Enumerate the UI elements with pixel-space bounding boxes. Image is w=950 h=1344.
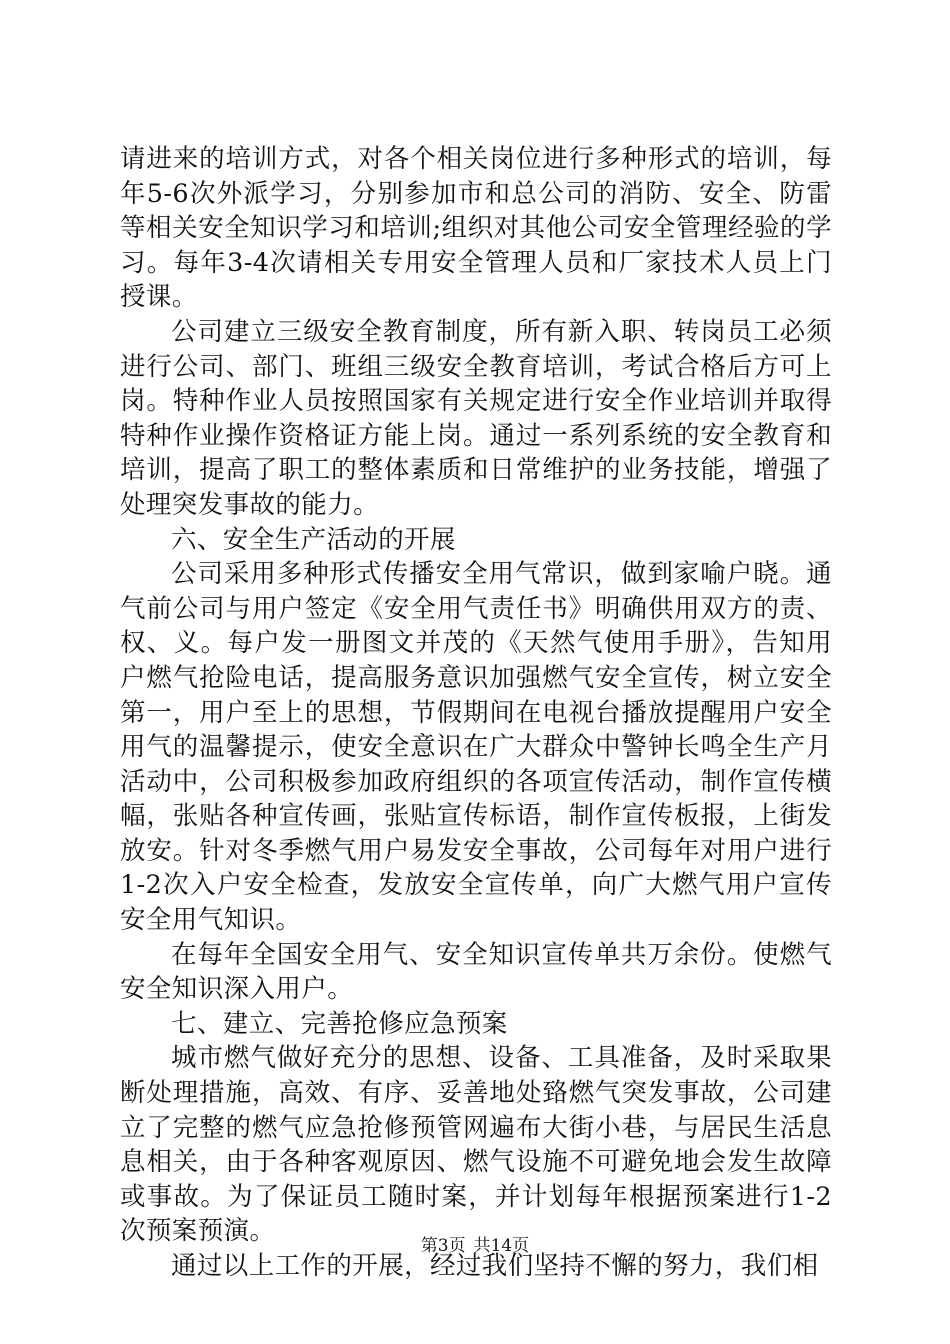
paragraph-safety-education: 公司建立三级安全教育制度，所有新入职、转岗员工必须进行公司、部门、班组三级安全教育培训，考试合格后方可上岗。特种作业人员按照国家有关规定进行安全作业培训并取得特种作业操作资格证方能上岗。通过一系列系统的安全教育和培训，提高了职工的整体素质和日常维护的业务技能，增强了处理突发事故的能力。 [120, 316, 832, 520]
paragraph-training-methods: 请进来的培训方式，对各个相关岗位进行多种形式的培训，每年5-6次外派学习，分别参加市和总公司的消防、安全、防雷等相关安全知识学习和培训;组织对其他公司安全管理经验的学习。每年3-4次请相关专用安全管理人员和厂家技术人员上门授课。 [120, 144, 832, 313]
paragraph-safety-promotion: 公司采用多种形式传播安全用气常识，做到家喻户晓。通气前公司与用户签定《安全用气责任书》明确供用双方的责、权、义。每户发一册图文并茂的《天然气使用手册》，告知用户燃气抢险电话，提高服务意识加强燃气安全宣传，树立安全第一，用户至上的思想，节假期间在电视台播放提醒用户安全用气的温馨提示，使安全意识在广大群众中警钟长鸣全生产月活动中，公司积极参加政府组织的各项宣传活动，制作宣传横幅，张贴各种宣传画，张贴宣传标语，制作宣传板报，上街发放安。针对冬季燃气用户易发安全事故，公司每年对用户进行1-2次入户安全检查，发放安全宣传单，向广大燃气用户宣传安全用气知识。 [120, 559, 832, 936]
page-footer [0, 1234, 950, 1258]
document-body [120, 142, 832, 1284]
paragraph-emergency-plan: 城市燃气做好充分的思想、设备、工具准备，及时采取果断处理措施，高效、有序、妥善地处臵燃气突发事故，公司建立了完整的燃气应急抢修预管网遍布大街小巷，与居民生活息息相关，由于各种客观原因、燃气设施不可避免地会发生故障或事故。为了保证员工随时案，并计划每年根据预案进行1-2次预案预演。 [120, 1043, 832, 1247]
section-heading-seven: 七、建立、完善抢修应急预案 [171, 1008, 508, 1039]
page-number: 第3页 [420, 1236, 466, 1256]
paragraph-conclusion: 通过以上工作的开展，经过我们坚持不懈的努力，我们相 [171, 1251, 819, 1281]
section-heading-six: 六、安全生产活动的开展 [171, 524, 456, 555]
page-total: 共14页 [473, 1236, 530, 1256]
paragraph-annual-campaign: 在每年全国安全用气、安全知识宣传单共万余份。使燃气安全知识深入用户。 [120, 939, 832, 1005]
